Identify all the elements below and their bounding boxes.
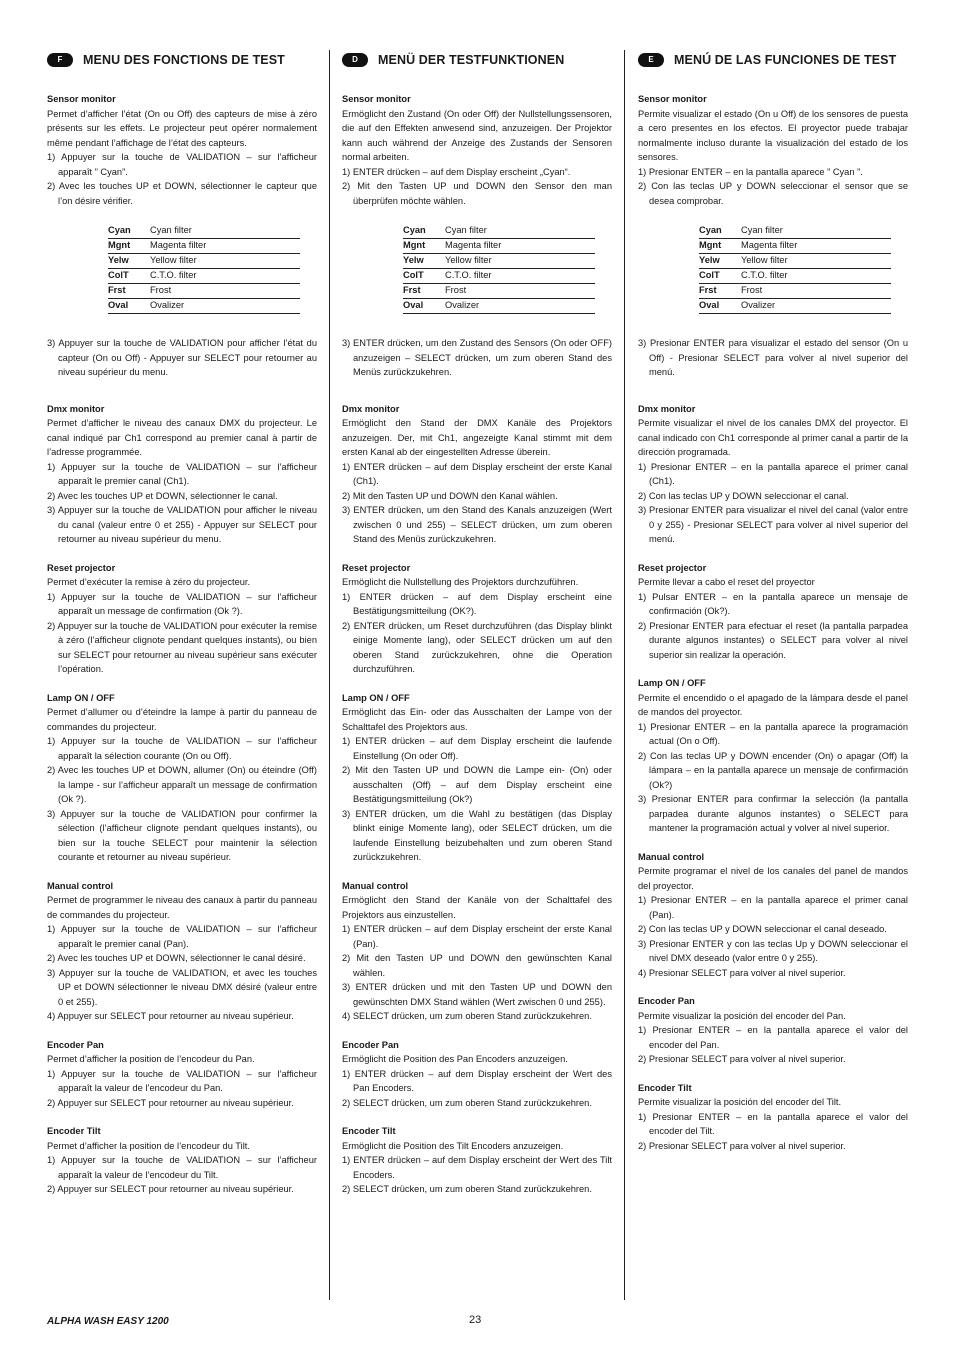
steps-list <box>342 460 612 547</box>
step-item: 1) Appuyer sur la touche de VALIDATION – sur l’afficheur apparaît ” Cyan”. <box>47 152 317 177</box>
section-title: Manual control <box>47 880 114 891</box>
sensor-name: C.T.O. filter <box>741 269 891 284</box>
sensor-code: Yelw <box>699 254 741 269</box>
step-item: 1) Presionar ENTER – en la pantalla aparece el valor del encoder del Pan. <box>638 1025 908 1050</box>
sensor-code: Yelw <box>403 254 445 269</box>
sensor-row <box>108 224 300 239</box>
section-title: Lamp ON / OFF <box>342 692 410 703</box>
sensor-code: Frst <box>403 284 445 299</box>
sensor-row <box>403 239 595 254</box>
sensor-code: Frst <box>699 284 741 299</box>
section-title: Dmx monitor <box>342 403 400 414</box>
step-item: 3) Presionar ENTER y con las teclas Up y DOWN seleccionar el nivel DMX deseado (valor entre 0 y 255). <box>638 938 908 963</box>
section-intro: Permet d’afficher la position de l’encodeur du Pan. <box>47 1054 255 1064</box>
column-german <box>342 50 612 1211</box>
section-intro: Permite visualizar el estado (On u Off) de los sensores de puesta a cero presentes en los efectos. El proyector puede trabajar normalmente incluso durante la visualización del estado de los sensores. <box>638 108 908 162</box>
section-sensor <box>342 92 612 380</box>
page-title: MENÜ DER TESTFUNKTIONEN <box>378 52 565 67</box>
section-reset <box>638 561 908 663</box>
section-header <box>342 50 612 70</box>
column-french <box>47 50 317 1211</box>
step-item: 3) Presionar ENTER para visualizar el estado del sensor (On u Off) - Presionar SELECT para volver al nivel superior del menú. <box>638 338 908 377</box>
section-intro: Ermöglicht den Stand der Kanäle von der Schalttafel des Projektors aus einzustellen. <box>342 895 612 920</box>
section-intro: Permite llevar a cabo el reset del proyector <box>638 577 815 587</box>
step-item: 2) Presionar ENTER para efectuar el reset (la pantalla parpadea durante algunos instantes) o SELECT para volver al nivel superior sin realizar la operación. <box>638 620 908 660</box>
section-title: Encoder Tilt <box>47 1126 101 1136</box>
step-item: 3) Presionar ENTER para visualizar el nivel del canal (valor entre 0 y 255) - Presionar SELECT para volver al nivel superior del menú. <box>638 505 908 544</box>
sensor-name: Ovalizer <box>445 299 595 314</box>
step-item: 2) Con las teclas UP y DOWN seleccionar el canal deseado. <box>638 924 887 934</box>
steps-list <box>47 1067 317 1111</box>
steps-list <box>342 165 612 209</box>
sensor-row <box>108 284 300 299</box>
step-item: 2) SELECT drücken, um zum oberen Stand zurückzukehren. <box>342 1184 592 1194</box>
step-item: 1) ENTER drücken – auf dem Display erscheint der erste Kanal (Pan). <box>342 924 612 949</box>
section-sensor <box>638 92 908 380</box>
sensor-name: Frost <box>741 284 891 299</box>
step-item: 3) Appuyer sur la touche de VALIDATION pour afficher le niveau du canal (valeur entre 0 et 255) - Appuyer sur SELECT pour retourner au niveau supérieur du menu. <box>47 505 317 544</box>
step-item: 1) Pulsar ENTER – en la pantalla aparece un mensaje de confirmación (Ok?). <box>638 591 908 616</box>
sensor-row <box>699 269 891 284</box>
step-item: 4) Presionar SELECT para volver al nivel superior. <box>638 967 846 978</box>
section-manual <box>638 850 908 981</box>
step-item: 1) Presionar ENTER – en la pantalla aparece ” Cyan ”. <box>638 166 863 177</box>
page-title: MENU DES FONCTIONS DE TEST <box>83 52 285 67</box>
language-badge: F <box>47 53 73 67</box>
section-pan <box>342 1038 612 1111</box>
sensor-row <box>403 299 595 314</box>
product-name: ALPHA WASH EASY 1200 <box>47 1316 169 1327</box>
step-item: 2) Mit den Tasten UP und DOWN den Kanal wählen. <box>342 490 558 501</box>
step-item: 1) Presionar ENTER – en la pantalla aparece el valor del encoder del Tilt. <box>638 1111 908 1136</box>
step-item: 3) ENTER drücken und mit den Tasten UP und DOWN den gewünschten DMX Stand wählen (Wert zwischen 0 und 255). <box>342 982 612 1007</box>
sensor-table <box>699 224 891 314</box>
section-title: Dmx monitor <box>47 403 105 414</box>
sensor-code: Mgnt <box>699 239 741 254</box>
column-spanish <box>638 50 908 1167</box>
section-tilt <box>47 1124 317 1197</box>
step-item: 1) ENTER drücken – auf dem Display erscheint eine Bestätigungsmitteilung (OK?). <box>342 591 612 616</box>
sensor-row <box>108 299 300 314</box>
language-badge: D <box>342 53 368 67</box>
section-tilt <box>342 1124 612 1197</box>
sensor-name: Yellow filter <box>445 254 595 269</box>
section-intro: Permet d’exécuter la remise à zéro du projecteur. <box>47 577 251 587</box>
steps-list <box>47 460 317 547</box>
step-item: 1) Presionar ENTER – en la pantalla aparece el primer canal (Ch1). <box>638 461 908 486</box>
steps-list <box>47 150 317 208</box>
section-intro: Ermöglicht den Stand der DMX Kanäle des Projektors anzuzeigen. Der, mit Ch1, angezeigte Kanal stimmt mit dem ersten Kanal ab der eingestellten Adresse überein. <box>342 418 612 457</box>
sensor-code: Oval <box>108 299 150 314</box>
steps-list <box>47 734 317 865</box>
step-item: 1) ENTER drücken – auf dem Display erscheint der Wert des Tilt Encoders. <box>342 1155 612 1180</box>
steps-list <box>638 165 908 209</box>
section-tilt <box>638 1081 908 1154</box>
sensor-code: Frst <box>108 284 150 299</box>
sensor-name: Yellow filter <box>150 254 300 269</box>
section-title: Encoder Tilt <box>638 1082 692 1093</box>
step-item: 2) Mit den Tasten UP und DOWN den Sensor den man überprüfen möchte wählen. <box>342 181 612 206</box>
section-title: Encoder Pan <box>342 1039 399 1050</box>
steps-list <box>638 1023 908 1067</box>
sensor-code: Mgnt <box>108 239 150 254</box>
sensor-code: ColT <box>403 269 445 284</box>
step-item: 2) Avec les touches UP et DOWN, sélectionner le canal désiré. <box>47 953 306 963</box>
sensor-name: Frost <box>150 284 300 299</box>
steps-list <box>638 720 908 836</box>
step-item: 4) SELECT drücken, um zum oberen Stand zurückzukehren. <box>342 1011 592 1021</box>
section-intro: Ermöglicht das Ein- oder das Ausschalten der Lampe von der Schalttafel des Projektors aus. <box>342 707 612 732</box>
column-divider <box>624 50 625 1300</box>
steps-list <box>47 336 317 380</box>
step-item: 2) ENTER drücken, um Reset durchzuführen (das Display blinkt einige Momente lang), oder SELECT drücken um auf den oberen Stand zurückzukehren, ohne die Operation durchzuführen. <box>342 620 612 674</box>
sensor-code: Oval <box>403 299 445 314</box>
section-header <box>47 50 317 70</box>
steps-list <box>47 1153 317 1197</box>
sensor-name: Cyan filter <box>741 224 891 239</box>
section-title: Encoder Pan <box>638 996 695 1006</box>
step-item: 2) Con las teclas UP y DOWN seleccionar el sensor que se desea comprobar. <box>638 181 908 206</box>
section-title: Manual control <box>342 880 409 891</box>
column-divider <box>329 50 330 1300</box>
section-lamp <box>638 676 908 836</box>
section-title: Manual control <box>638 851 705 862</box>
step-item: 3) ENTER drücken, um den Stand des Kanals anzuzeigen (Wert zwischen 0 und 255) – SELECT drücken, um zum oberen Stand des Menüs zurückzukehren. <box>342 505 612 544</box>
section-intro: Ermöglicht die Position des Tilt Encoders anzuzeigen. <box>342 1140 564 1151</box>
section-dmx <box>638 402 908 547</box>
steps-list <box>342 1067 612 1111</box>
sensor-code: Cyan <box>108 224 150 239</box>
sensor-name: Ovalizer <box>150 299 300 314</box>
sensor-row <box>699 299 891 314</box>
step-item: 2) Appuyer sur la touche de VALIDATION pour exécuter la remise à zéro (l’afficheur clignote pendant quelques instants), ou bien sur SELECT pour retourner au niveau supérieur sans exécuter l’opération. <box>47 620 317 674</box>
section-title: Sensor monitor <box>47 94 116 104</box>
section-intro: Permet de programmer le niveau des canaux à partir du panneau de commandes du projecteur. <box>47 895 317 920</box>
sensor-code: Cyan <box>403 224 445 239</box>
sensor-name: Magenta filter <box>150 239 300 254</box>
sensor-row <box>403 254 595 269</box>
steps-list <box>47 590 317 677</box>
sensor-row <box>403 269 595 284</box>
step-item: 3) Presionar ENTER para confirmar la selección (la pantalla parpadea durante algunos instantes) o SELECT para mantener la programación actual y volver al nivel superior. <box>638 794 908 833</box>
section-sensor <box>47 92 317 380</box>
steps-list <box>638 893 908 980</box>
section-intro: Permite programar el nivel de los canales del panel de mandos del proyector. <box>638 866 908 891</box>
sensor-name: Ovalizer <box>741 299 891 314</box>
section-title: Sensor monitor <box>342 94 411 104</box>
steps-list <box>342 922 612 1024</box>
steps-list <box>342 336 612 380</box>
step-item: 1) ENTER drücken – auf dem Display erscheint der Wert des Pan Encoders. <box>342 1068 612 1093</box>
step-item: 1) ENTER drücken – auf dem Display erscheint der erste Kanal (Ch1). <box>342 461 612 486</box>
steps-list <box>47 922 317 1024</box>
section-intro: Permet d’afficher l’état (On ou Off) des capteurs de mise à zéro présents sur les effets. Le projecteur peut opérer normalement même pendant l’affichage de l’état des capteurs. <box>47 108 317 148</box>
steps-list <box>342 1153 612 1197</box>
step-item: 2) Con las teclas UP y DOWN encender (On) o apagar (Off) la lámpara – en la pantalla aparece un mensaje de confirmación (Ok?) <box>638 750 908 790</box>
step-item: 3) Appuyer sur la touche de VALIDATION, et avec les touches UP et DOWN sélectionner le niveau DMX désiré (valeur entre 0 et 255). <box>47 967 317 1007</box>
sensor-table <box>108 224 300 314</box>
section-intro: Permet d’afficher la position de l’encodeur du Tilt. <box>47 1140 250 1151</box>
step-item: 2) Appuyer sur SELECT pour retourner au niveau supérieur. <box>47 1184 294 1194</box>
step-item: 2) Avec les touches UP et DOWN, sélectionner le canal. <box>47 490 278 501</box>
sensor-row <box>108 269 300 284</box>
sensor-name: Cyan filter <box>150 224 300 239</box>
steps-list <box>638 336 908 380</box>
page-title: MENÚ DE LAS FUNCIONES DE TEST <box>674 52 897 67</box>
step-item: 2) Con las teclas UP y DOWN seleccionar el canal. <box>638 490 849 501</box>
step-item: 3) ENTER drücken, um die Wahl zu bestätigen (das Display blinkt einige Momente lang), oder SELECT drücken, um die laufende Einstellung beizubehalten und zum oberen Stand zurückzukehren. <box>342 808 612 862</box>
steps-list <box>638 1110 908 1154</box>
section-pan <box>47 1038 317 1111</box>
sensor-name: Magenta filter <box>741 239 891 254</box>
sensor-row <box>403 224 595 239</box>
step-item: 1) Presionar ENTER – en la pantalla aparece el primer canal (Pan). <box>638 895 908 920</box>
section-title: Encoder Tilt <box>342 1126 396 1136</box>
section-intro: Permite el encendido o el apagado de la lámpara desde el panel de mandos del proyector. <box>638 692 908 717</box>
sensor-code: Yelw <box>108 254 150 269</box>
section-intro: Ermöglicht die Position des Pan Encoders anzuzeigen. <box>342 1054 568 1064</box>
step-item: 1) Appuyer sur la touche de VALIDATION – sur l’afficheur apparaît la valeur de l’encodeur du Tilt. <box>47 1155 317 1180</box>
section-pan <box>638 994 908 1067</box>
section-intro: Permite visualizar la posición del encoder del Tilt. <box>638 1097 842 1107</box>
section-intro: Permet d’afficher le niveau des canaux DMX du projecteur. Le canal indiqué par Ch1 correspond au premier canal à partir de l’adresse programmée. <box>47 418 317 457</box>
sensor-name: Yellow filter <box>741 254 891 269</box>
section-header <box>638 50 908 70</box>
step-item: 1) Presionar ENTER – en la pantalla aparece la programación actual (On o Off). <box>638 721 908 746</box>
sensor-row <box>403 284 595 299</box>
sensor-code: Cyan <box>699 224 741 239</box>
step-item: 2) Avec les touches UP et DOWN, sélectionner le capteur que l’on désire vérifier. <box>47 181 317 206</box>
section-lamp <box>47 691 317 865</box>
section-dmx <box>342 402 612 547</box>
steps-list <box>638 460 908 547</box>
sensor-code: ColT <box>108 269 150 284</box>
step-item: 1) Appuyer sur la touche de VALIDATION – sur l’afficheur apparaît un message de confirmation (Ok ?). <box>47 591 317 616</box>
step-item: 4) Appuyer sur SELECT pour retourner au niveau supérieur. <box>47 1011 294 1021</box>
section-title: Encoder Pan <box>47 1039 104 1050</box>
step-item: 2) Mit den Tasten UP und DOWN die Lampe ein- (On) oder ausschalten (Off) – auf dem Display erscheint eine Bestätigungsmitteilung (Ok?) <box>342 765 612 804</box>
step-item: 2) Mit den Tasten UP und DOWN den gewünschten Kanal wählen. <box>342 953 612 978</box>
language-badge: E <box>638 53 664 67</box>
step-item: 2) Avec les touches UP et DOWN, allumer (On) ou éteindre (Off) la lampe - sur l’afficheur apparaît un message de confirmation (Ok ?). <box>47 765 317 804</box>
steps-list <box>342 734 612 865</box>
sensor-row <box>108 239 300 254</box>
step-item: 1) Appuyer sur la touche de VALIDATION – sur l’afficheur apparaît le premier canal (Ch1). <box>47 461 317 486</box>
section-title: Lamp ON / OFF <box>638 678 706 688</box>
section-intro: Ermöglicht die Nullstellung des Projektors durchzuführen. <box>342 577 579 587</box>
sensor-row <box>108 254 300 269</box>
sensor-name: Magenta filter <box>445 239 595 254</box>
section-title: Sensor monitor <box>638 94 707 104</box>
section-dmx <box>47 402 317 547</box>
section-reset <box>47 561 317 677</box>
section-manual <box>47 879 317 1024</box>
page-number: 23 <box>469 1314 482 1326</box>
sensor-code: ColT <box>699 269 741 284</box>
section-intro: Permite visualizar la posición del encoder del Pan. <box>638 1010 846 1021</box>
section-title: Reset projector <box>342 562 411 573</box>
sensor-row <box>699 239 891 254</box>
sensor-row <box>699 284 891 299</box>
steps-list <box>638 590 908 663</box>
sensor-name: Frost <box>445 284 595 299</box>
section-intro: Ermöglicht den Zustand (On oder Off) der Nullstellungssensoren, die auf den Effekten anwesend sind, anzuzeigen. Der Projektor kann auch während der Anzeige des Zustands der Sensoren normal arbeiten. <box>342 108 612 162</box>
step-item: 2) Presionar SELECT para volver al nivel superior. <box>638 1140 846 1151</box>
step-item: 3) Appuyer sur la touche de VALIDATION pour afficher l’état du capteur (On ou Off) - Appuyer sur SELECT pour retourner au niveau supérieur du menu. <box>47 338 317 377</box>
sensor-name: C.T.O. filter <box>445 269 595 284</box>
section-title: Reset projector <box>47 562 116 573</box>
section-title: Lamp ON / OFF <box>47 692 115 703</box>
sensor-name: C.T.O. filter <box>150 269 300 284</box>
step-item: 3) ENTER drücken, um den Zustand des Sensors (On oder OFF) anzuzeigen – SELECT drücken, um zum oberen Stand des Menüs zurückzukehren. <box>342 338 612 377</box>
step-item: 1) Appuyer sur la touche de VALIDATION – sur l’afficheur apparaît le premier canal (Pan). <box>47 924 317 949</box>
section-intro: Permet d’allumer ou d’éteindre la lampe à partir du panneau de commandes du projecteur. <box>47 707 317 732</box>
section-lamp <box>342 691 612 865</box>
sensor-code: Mgnt <box>403 239 445 254</box>
step-item: 2) SELECT drücken, um zum oberen Stand zurückzukehren. <box>342 1097 592 1108</box>
step-item: 3) Appuyer sur la touche de VALIDATION pour confirmer la sélection (l’afficheur clignote pendant quelques instants), ou bien sur la touche SELECT pour maintenir la sélection courante et retourner au niveau supérieur. <box>47 808 317 862</box>
section-intro: Permite visualizar el nivel de los canales DMX del proyector. El canal indicado con Ch1 corresponde al primer canal a partir de la dirección programada. <box>638 418 908 457</box>
step-item: 1) ENTER drücken – auf dem Display erscheint „Cyan“. <box>342 166 571 177</box>
sensor-row <box>699 254 891 269</box>
step-item: 1) Appuyer sur la touche de VALIDATION – sur l’afficheur apparaît la valeur de l’encodeur du Pan. <box>47 1068 317 1093</box>
step-item: 1) Appuyer sur la touche de VALIDATION – sur l’afficheur apparaît la sélection courante (On ou Off). <box>47 736 317 761</box>
sensor-table <box>403 224 595 314</box>
section-title: Reset projector <box>638 562 707 573</box>
step-item: 2) Appuyer sur SELECT pour retourner au niveau supérieur. <box>47 1097 294 1108</box>
section-reset <box>342 561 612 677</box>
sensor-row <box>699 224 891 239</box>
sensor-code: Oval <box>699 299 741 314</box>
section-title: Dmx monitor <box>638 403 696 414</box>
sensor-name: Cyan filter <box>445 224 595 239</box>
step-item: 1) ENTER drücken – auf dem Display erscheint die laufende Einstellung (On oder Off). <box>342 736 612 761</box>
section-manual <box>342 879 612 1024</box>
steps-list <box>342 590 612 677</box>
step-item: 2) Presionar SELECT para volver al nivel superior. <box>638 1054 846 1064</box>
